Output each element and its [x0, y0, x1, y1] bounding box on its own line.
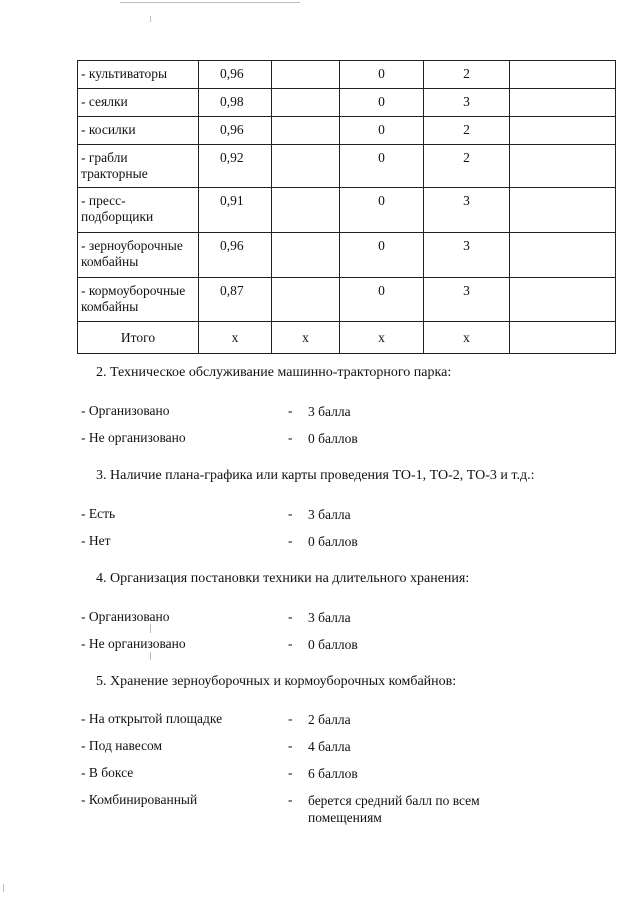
coefficient-cell: 0,96: [199, 117, 272, 145]
option-score: 6 баллов: [308, 766, 358, 781]
table-cell: x: [424, 322, 510, 354]
section-2-title: 2. Техническое обслуживание машинно-тракторного парка:: [96, 365, 452, 380]
table-cell: [272, 188, 340, 233]
option-score: 3 балла: [308, 610, 351, 625]
option-label: - Есть: [81, 506, 116, 521]
option-score: 0 баллов: [308, 431, 358, 446]
option-label: - Под навесом: [81, 738, 163, 753]
option-score: 2 балла: [308, 712, 351, 727]
option-dash: -: [288, 609, 293, 624]
section-4-title: 4. Организация постановки техники на длительного хранения:: [96, 571, 470, 586]
scan-artifact-tick: [150, 652, 151, 660]
option-label: - Нет: [81, 533, 111, 548]
table-cell: [510, 89, 616, 117]
option-dash: -: [288, 738, 293, 753]
table-row: [78, 278, 616, 322]
equipment-name-cell: - сеялки: [78, 89, 199, 117]
scan-artifact-top-line: [120, 2, 300, 3]
table-cell: 0: [340, 188, 424, 233]
table-cell: x: [272, 322, 340, 354]
option-label: - Не организовано: [81, 430, 186, 445]
table-cell: 0: [340, 145, 424, 188]
option-dash: -: [288, 430, 293, 445]
scan-artifact-tick: [150, 624, 151, 633]
option-dash: -: [288, 506, 293, 521]
table-total-row: [78, 322, 616, 354]
equipment-name-cell: - косилки: [78, 117, 199, 145]
table-cell: [272, 117, 340, 145]
table-cell: [510, 188, 616, 233]
table-cell: [510, 278, 616, 322]
score-cell: 2: [424, 145, 510, 188]
table-cell: [272, 89, 340, 117]
table-row: [78, 145, 616, 188]
equipment-name-cell: - грабли тракторные: [78, 145, 199, 188]
table-row: [78, 61, 616, 89]
equipment-name-cell: - пресс-подборщики: [78, 188, 199, 233]
option-score: 0 баллов: [308, 534, 358, 549]
table-cell: [510, 233, 616, 278]
table-cell: [510, 117, 616, 145]
option-label: - Организовано: [81, 403, 170, 418]
table-cell: [510, 61, 616, 89]
score-cell: 2: [424, 61, 510, 89]
coefficient-cell: 0,91: [199, 188, 272, 233]
score-cell: 3: [424, 278, 510, 322]
table-cell: 0: [340, 89, 424, 117]
option-dash: -: [288, 403, 293, 418]
scan-artifact-top-tick: [150, 16, 151, 22]
table-cell: [510, 322, 616, 354]
option-label: - Комбинированный: [81, 792, 198, 807]
option-label: - В боксе: [81, 765, 134, 780]
option-score: 4 балла: [308, 739, 351, 754]
option-dash: -: [288, 636, 293, 651]
equipment-name-cell: - зерноуборочные комбайны: [78, 233, 199, 278]
table-row: [78, 233, 616, 278]
coefficient-cell: 0,98: [199, 89, 272, 117]
scan-artifact-left-tick: [3, 884, 4, 892]
table-cell: [272, 145, 340, 188]
coefficient-cell: 0,96: [199, 233, 272, 278]
machinery-table: [77, 60, 616, 354]
section-5-title: 5. Хранение зерноуборочных и кормоуборочных комбайнов:: [96, 674, 457, 689]
section-3-title: 3. Наличие плана-графика или карты проведения ТО-1, ТО-2, ТО-3 и т.д.:: [96, 468, 535, 483]
option-dash: -: [288, 792, 293, 807]
coefficient-cell: 0,96: [199, 61, 272, 89]
option-dash: -: [288, 765, 293, 780]
coefficient-cell: 0,92: [199, 145, 272, 188]
option-dash: -: [288, 711, 293, 726]
table-cell: x: [199, 322, 272, 354]
option-score: 3 балла: [308, 404, 351, 419]
table-cell: x: [340, 322, 424, 354]
equipment-name-cell: - культиваторы: [78, 61, 199, 89]
option-score: берется средний балл по всем помещениям: [308, 793, 480, 825]
table-cell: 0: [340, 117, 424, 145]
coefficient-cell: 0,87: [199, 278, 272, 322]
score-cell: 3: [424, 89, 510, 117]
score-cell: 3: [424, 233, 510, 278]
table-row: [78, 188, 616, 233]
option-label: - На открытой площадке: [81, 711, 223, 726]
option-dash: -: [288, 533, 293, 548]
option-score: 0 баллов: [308, 637, 358, 652]
table-cell: [272, 278, 340, 322]
score-cell: 3: [424, 188, 510, 233]
table-cell: [510, 145, 616, 188]
table-cell: [272, 233, 340, 278]
option-label: - Не организовано: [81, 636, 186, 651]
table-cell: 0: [340, 233, 424, 278]
table-cell: [272, 61, 340, 89]
total-label-cell: Итого: [78, 322, 199, 354]
table-row: [78, 117, 616, 145]
option-label: - Организовано: [81, 609, 170, 624]
equipment-name-cell: - кормоуборочные комбайны: [78, 278, 199, 322]
table-row: [78, 89, 616, 117]
table-cell: 0: [340, 61, 424, 89]
option-score: 3 балла: [308, 507, 351, 522]
score-cell: 2: [424, 117, 510, 145]
table-cell: 0: [340, 278, 424, 322]
